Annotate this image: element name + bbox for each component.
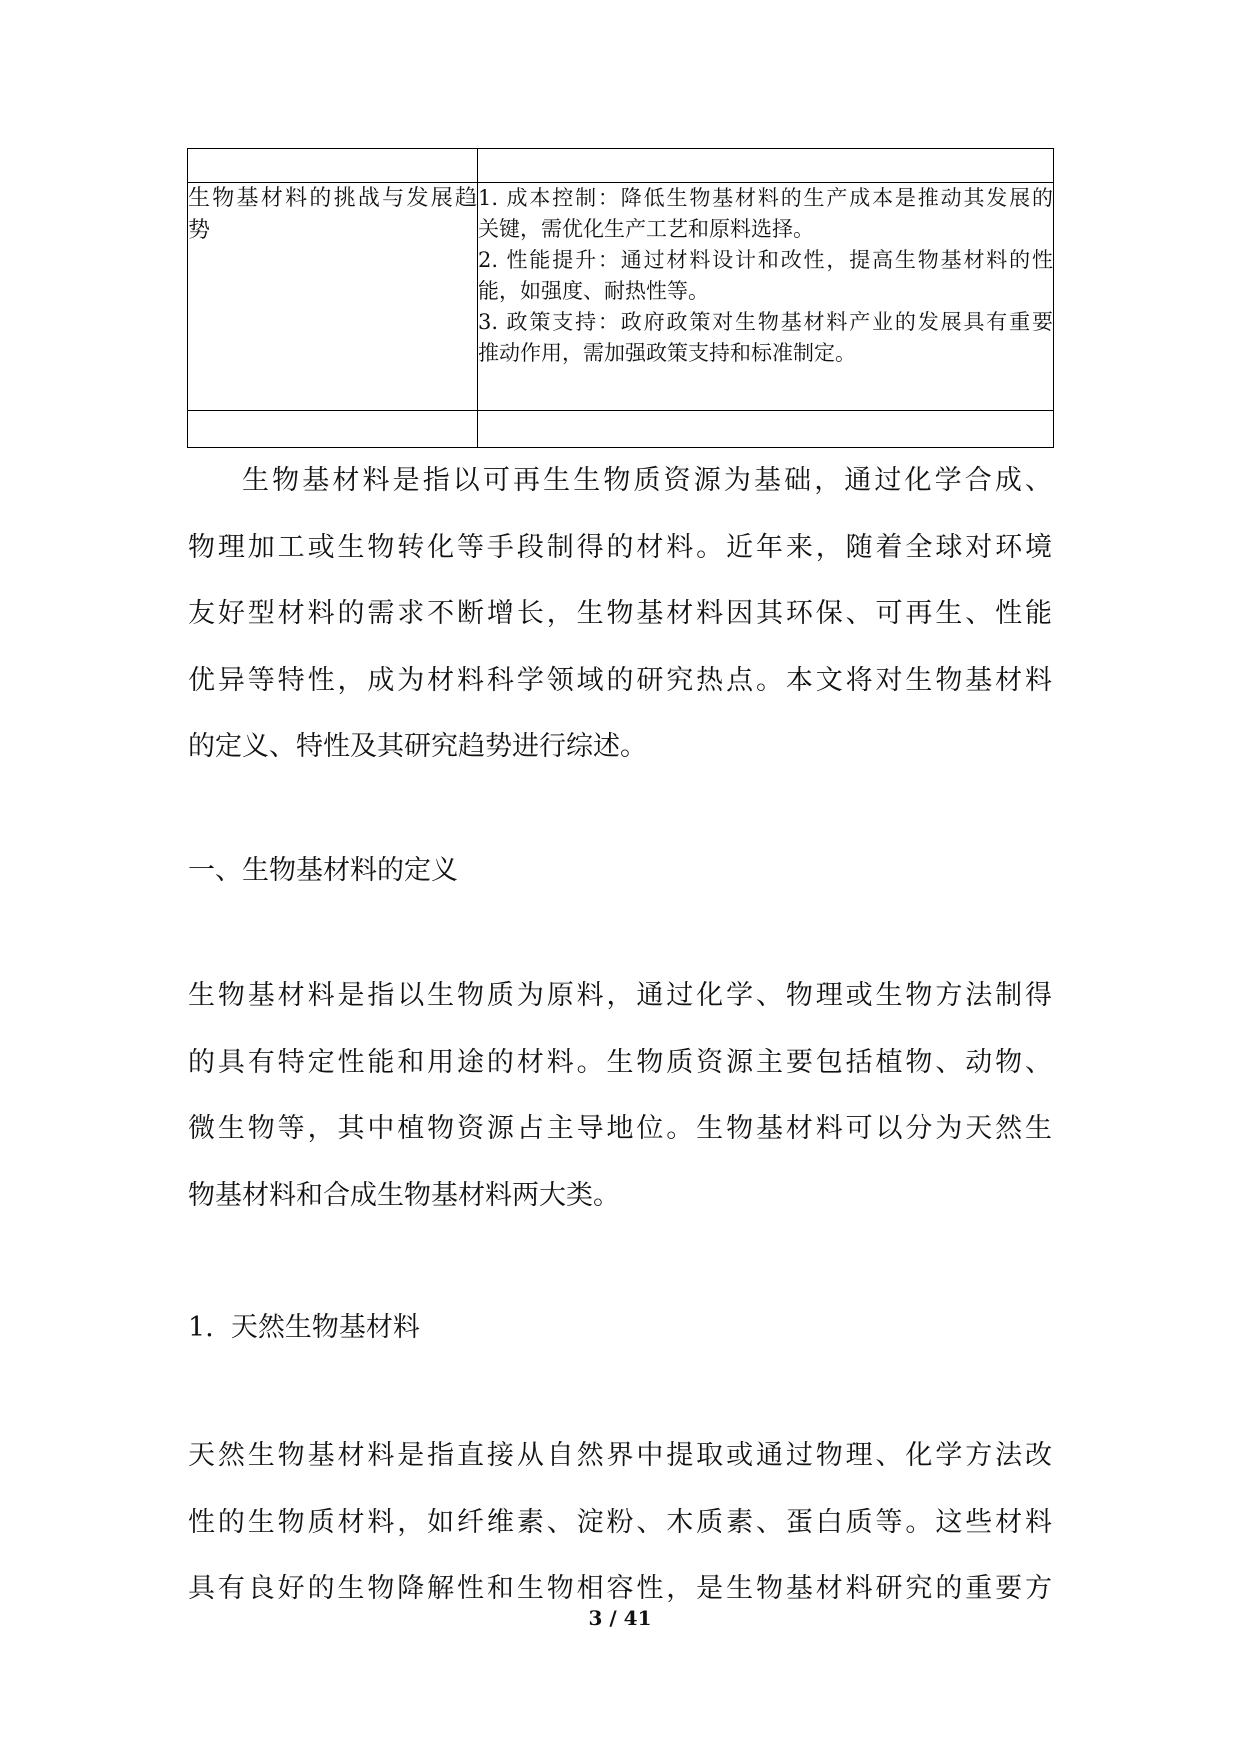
table-row xyxy=(188,411,1054,448)
text-line: 势 xyxy=(188,217,211,243)
empty-cell xyxy=(188,411,478,448)
text-line: 生物基材料的挑战与发展趋 xyxy=(188,186,477,211)
text-line: 优异等特性，成为材料科学领域的研究热点。本文将对生物基材料 xyxy=(188,664,1052,696)
text-line: 天然生物基材料是指直接从自然界中提取或通过物理、化学方法改 xyxy=(188,1440,1052,1471)
text-line: 1. 成本控制：降低生物基材料的生产成本是推动其发展的 xyxy=(478,186,1053,210)
text-line: 的定义、特性及其研究趋势进行综述。 xyxy=(188,731,647,762)
body-text-column xyxy=(188,448,1052,1623)
page-number: 3 / 41 xyxy=(588,1606,652,1630)
text-line: 的具有特定性能和用途的材料。生物质资源主要包括植物、动物、 xyxy=(188,1046,1052,1078)
text-line: 物理加工或生物转化等手段制得的材料。近年来，随着全球对环境 xyxy=(188,531,1052,563)
text-line: 推动作用，需加强政策支持和标准制定。 xyxy=(478,341,856,365)
text-line: 生物基材料是指以生物质为原料，通过化学、物理或生物方法制得 xyxy=(188,980,1052,1011)
text-line: 3. 政策支持：政府政策对生物基材料产业的发展具有重要 xyxy=(478,310,1053,334)
table-cell-items xyxy=(478,183,1054,411)
table-row xyxy=(188,149,1054,183)
list-item xyxy=(478,245,1053,307)
empty-cell xyxy=(478,149,1054,183)
text-line: 具有良好的生物降解性和生物相容性，是生物基材料研究的重要方 xyxy=(188,1573,1052,1604)
text-line: 生物基材料是指以可再生生物质资源为基础，通过化学合成、 xyxy=(242,465,1052,496)
paragraph-definition xyxy=(188,963,1052,1229)
subsection-heading-natural: 1. 天然生物基材料 xyxy=(188,1312,420,1343)
list-item xyxy=(478,183,1053,245)
text-line: 友好型材料的需求不断增长，生物基材料因其环保、可再生、性能 xyxy=(188,598,1052,629)
table-cell-row-title xyxy=(188,183,478,411)
summary-table xyxy=(187,148,1054,448)
empty-cell xyxy=(478,411,1054,448)
text-line: 物基材料和合成生物基材料两大类。 xyxy=(188,1179,620,1211)
text-line: 2. 性能提升：通过材料设计和改性，提高生物基材料的性 xyxy=(478,248,1053,272)
section-heading-definition: 一、生物基材料的定义 xyxy=(188,855,458,886)
empty-cell xyxy=(188,149,478,183)
paragraph-intro xyxy=(188,448,1052,781)
list-item xyxy=(478,307,1053,369)
paragraph-natural xyxy=(188,1423,1052,1623)
table-row xyxy=(188,183,1054,411)
text-line: 能，如强度、耐热性等。 xyxy=(478,279,709,303)
text-line: 性的生物质材料，如纤维素、淀粉、木质素、蛋白质等。这些材料 xyxy=(188,1506,1052,1538)
text-line: 关键，需优化生产工艺和原料选择。 xyxy=(478,217,814,241)
text-line: 微生物等，其中植物资源占主导地位。生物基材料可以分为天然生 xyxy=(188,1113,1052,1144)
